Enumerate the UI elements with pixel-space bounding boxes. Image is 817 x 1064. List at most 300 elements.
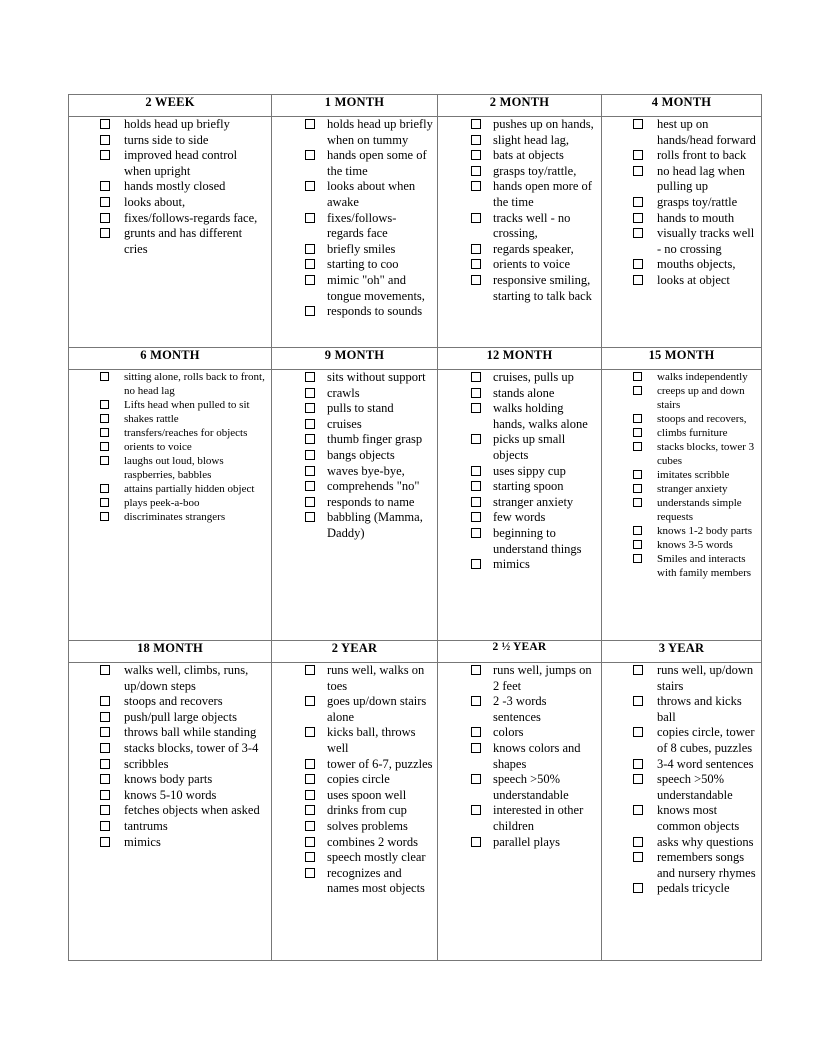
checkbox[interactable] <box>305 306 315 316</box>
milestone-label: visually tracks well - no crossing <box>657 226 755 256</box>
checkbox[interactable] <box>100 150 110 160</box>
age-header: 9 MONTH <box>272 348 438 370</box>
checkbox[interactable] <box>100 512 109 521</box>
checkbox[interactable] <box>633 498 642 507</box>
checkbox[interactable] <box>100 213 110 223</box>
milestone-item <box>602 426 757 440</box>
milestone-label: rolls front to back <box>657 148 747 163</box>
checkbox[interactable] <box>633 119 643 129</box>
milestone-label: slight head lag, <box>493 132 570 147</box>
milestone-item <box>69 211 267 227</box>
checkbox[interactable] <box>305 837 315 847</box>
checkbox[interactable] <box>471 259 481 269</box>
milestone-cell <box>602 117 762 348</box>
checkbox[interactable] <box>100 665 110 675</box>
milestone-label: hands mostly closed <box>124 179 226 194</box>
checkbox[interactable] <box>305 821 315 831</box>
age-header: 12 MONTH <box>438 348 602 370</box>
checkbox[interactable] <box>305 868 315 878</box>
milestone-item <box>272 850 433 866</box>
checkbox[interactable] <box>100 228 110 238</box>
milestone-label: knows 3-5 words <box>657 539 733 551</box>
milestone-item <box>602 835 757 851</box>
checkbox[interactable] <box>633 275 643 285</box>
milestone-list <box>602 117 761 289</box>
checkbox[interactable] <box>100 837 110 847</box>
checkbox[interactable] <box>305 727 315 737</box>
milestone-label: drinks from cup <box>327 803 407 818</box>
milestone-label: climbs furniture <box>657 427 728 439</box>
milestone-label: tower of 6-7, puzzles <box>327 756 433 771</box>
milestone-item <box>272 510 433 541</box>
checkbox[interactable] <box>471 727 481 737</box>
milestone-item <box>272 495 433 511</box>
milestone-item <box>272 803 433 819</box>
checkbox[interactable] <box>471 213 481 223</box>
milestone-label: remembers songs and nursery rhymes <box>657 850 756 880</box>
milestone-label: cruises <box>327 416 362 431</box>
milestone-cell <box>602 663 762 961</box>
milestone-item <box>69 482 267 496</box>
checkbox[interactable] <box>305 759 315 769</box>
milestone-label: hest up on hands/head forward <box>657 117 756 147</box>
milestone-label: attains partially hidden object <box>124 483 255 495</box>
milestone-cell <box>272 117 438 348</box>
checkbox[interactable] <box>471 743 481 753</box>
milestone-item <box>272 819 433 835</box>
milestone-list <box>438 370 601 573</box>
milestone-item <box>272 479 433 495</box>
checkbox[interactable] <box>471 388 481 398</box>
checkbox[interactable] <box>633 428 642 437</box>
milestone-item <box>69 398 267 412</box>
milestone-item <box>69 370 267 398</box>
age-header: 6 MONTH <box>69 348 272 370</box>
milestone-list <box>438 663 601 850</box>
milestone-label: hands to mouth <box>657 210 735 225</box>
checkbox[interactable] <box>100 821 110 831</box>
checkbox[interactable] <box>471 135 481 145</box>
milestone-item <box>438 179 597 210</box>
milestone-label: laughs out loud, blows raspberries, babbles <box>124 455 224 481</box>
milestone-item <box>69 835 267 851</box>
milestone-item <box>602 384 757 412</box>
milestone-item <box>602 164 757 195</box>
checkbox[interactable] <box>471 275 481 285</box>
milestone-item <box>272 148 433 179</box>
milestone-item <box>602 370 757 384</box>
checkbox[interactable] <box>100 119 110 129</box>
checkbox[interactable] <box>305 213 315 223</box>
checkbox[interactable] <box>305 774 315 784</box>
milestone-label: mimic "oh" and tongue movements, <box>327 272 425 303</box>
milestone-label: orients to voice <box>124 441 192 453</box>
milestone-cell <box>438 370 602 641</box>
milestone-item <box>438 741 597 772</box>
milestone-item <box>602 226 757 257</box>
milestone-item <box>69 788 267 804</box>
checkbox[interactable] <box>633 484 642 493</box>
checkbox[interactable] <box>100 696 110 706</box>
milestone-label: picks up small objects <box>493 432 566 462</box>
checkbox[interactable] <box>633 727 643 737</box>
milestone-item <box>438 257 597 273</box>
checkbox[interactable] <box>633 166 643 176</box>
milestone-label: solves problems <box>327 818 408 833</box>
checkbox[interactable] <box>471 497 481 507</box>
milestone-label: scribbles <box>124 756 169 771</box>
checkbox[interactable] <box>471 181 481 191</box>
milestone-item <box>69 663 267 694</box>
milestone-label: imitates scribble <box>657 469 730 481</box>
checkbox[interactable] <box>100 743 110 753</box>
checkbox[interactable] <box>633 470 642 479</box>
milestone-item <box>602 273 757 289</box>
checkbox[interactable] <box>633 213 643 223</box>
milestone-label: fixes/follows-regards face <box>327 210 397 241</box>
items-row <box>69 663 762 961</box>
milestone-cell <box>272 370 438 641</box>
milestone-item <box>438 370 597 386</box>
milestone-item <box>69 179 267 195</box>
checkbox[interactable] <box>633 150 643 160</box>
checkbox[interactable] <box>305 244 315 254</box>
milestone-item <box>602 412 757 426</box>
milestone-list <box>272 117 437 320</box>
milestone-label: mimics <box>493 557 530 572</box>
checkbox[interactable] <box>633 883 643 893</box>
checkbox[interactable] <box>633 805 643 815</box>
milestone-item <box>69 819 267 835</box>
milestone-item <box>438 694 597 725</box>
milestone-item <box>602 148 757 164</box>
milestone-label: knows colors and shapes <box>493 740 581 771</box>
milestone-label: transfers/reaches for objects <box>124 427 248 439</box>
checkbox[interactable] <box>305 388 315 398</box>
checkbox[interactable] <box>471 512 481 522</box>
checkbox[interactable] <box>305 119 315 129</box>
milestone-label: tracks well - no crossing, <box>493 210 571 241</box>
milestone-label: knows 5-10 words <box>124 787 217 802</box>
header-row <box>69 348 762 370</box>
checkbox[interactable] <box>305 403 315 413</box>
milestone-label: cruises, pulls up <box>493 370 574 384</box>
milestone-label: mimics <box>124 834 161 849</box>
milestone-label: sits without support <box>327 370 426 384</box>
checkbox[interactable] <box>305 372 315 382</box>
milestone-label: kicks ball, throws well <box>327 725 416 755</box>
milestone-item <box>69 510 267 524</box>
checkbox[interactable] <box>633 372 642 381</box>
checkbox[interactable] <box>471 774 481 784</box>
checkbox[interactable] <box>633 774 643 784</box>
checkbox[interactable] <box>633 414 642 423</box>
checkbox[interactable] <box>471 559 481 569</box>
checkbox[interactable] <box>305 150 315 160</box>
checkbox[interactable] <box>305 665 315 675</box>
checkbox[interactable] <box>633 228 643 238</box>
checkbox[interactable] <box>100 790 110 800</box>
milestone-label: fixes/follows-regards face, <box>124 210 258 225</box>
milestone-label: sitting alone, rolls back to front, no head lag <box>124 371 265 397</box>
checkbox[interactable] <box>100 428 109 437</box>
milestone-label: walks well, climbs, runs, up/down steps <box>124 663 249 693</box>
milestone-item <box>272 257 433 273</box>
milestone-item <box>438 526 597 557</box>
milestone-item <box>69 803 267 819</box>
milestone-item <box>602 757 757 773</box>
milestone-item <box>602 440 757 468</box>
milestone-item <box>602 850 757 881</box>
milestone-item <box>272 417 433 433</box>
milestone-item <box>69 454 267 482</box>
milestone-label: waves bye-bye, <box>327 463 405 478</box>
checkbox[interactable] <box>471 403 481 413</box>
age-header: 3 YEAR <box>602 641 762 663</box>
milestone-label: stacks blocks, tower of 3-4 <box>124 740 259 755</box>
milestone-label: stranger anxiety <box>493 494 574 509</box>
milestone-label: holds head up briefly <box>124 117 230 131</box>
checkbox[interactable] <box>633 526 642 535</box>
milestone-item <box>272 179 433 210</box>
checkbox[interactable] <box>471 166 481 176</box>
checkbox[interactable] <box>100 727 110 737</box>
milestone-label: bats at objects <box>493 148 564 163</box>
checkbox[interactable] <box>633 442 642 451</box>
milestone-label: 3-4 word sentences <box>657 756 754 771</box>
milestone-item <box>272 211 433 242</box>
checkbox[interactable] <box>471 466 481 476</box>
checkbox[interactable] <box>633 665 643 675</box>
milestone-item <box>272 401 433 417</box>
milestone-item <box>602 725 757 756</box>
milestone-label: understands simple requests <box>657 497 742 523</box>
milestone-item <box>602 117 757 148</box>
checkbox[interactable] <box>305 181 315 191</box>
milestone-item <box>272 386 433 402</box>
checkbox[interactable] <box>100 759 110 769</box>
milestone-item <box>438 772 597 803</box>
checkbox[interactable] <box>471 150 481 160</box>
milestone-label: fetches objects when asked <box>124 803 260 818</box>
age-header: 4 MONTH <box>602 95 762 117</box>
checkbox[interactable] <box>633 197 643 207</box>
milestone-label: turns side to side <box>124 132 209 147</box>
milestone-item <box>602 195 757 211</box>
milestone-label: copies circle, tower of 8 cubes, puzzles <box>657 725 755 755</box>
checkbox[interactable] <box>305 696 315 706</box>
milestone-label: parallel plays <box>493 834 560 849</box>
milestone-item <box>69 117 267 133</box>
checkbox[interactable] <box>633 554 642 563</box>
items-row <box>69 370 762 641</box>
milestone-item <box>438 495 597 511</box>
checkbox[interactable] <box>100 414 109 423</box>
checkbox[interactable] <box>100 181 110 191</box>
milestone-item <box>69 772 267 788</box>
checkbox[interactable] <box>305 259 315 269</box>
checkbox[interactable] <box>100 442 109 451</box>
checkbox[interactable] <box>100 197 110 207</box>
checkbox[interactable] <box>471 481 481 491</box>
milestone-item <box>69 226 267 257</box>
milestone-label: starting to coo <box>327 257 399 272</box>
checkbox[interactable] <box>471 528 481 538</box>
milestone-label: orients to voice <box>493 257 571 272</box>
checkbox[interactable] <box>305 790 315 800</box>
milestone-list <box>602 370 761 580</box>
milestone-label: throws ball while standing <box>124 725 257 740</box>
milestone-item <box>272 117 433 148</box>
milestone-item <box>272 725 433 756</box>
milestone-item <box>69 741 267 757</box>
milestone-label: uses spoon well <box>327 787 407 802</box>
checkbox[interactable] <box>471 696 481 706</box>
milestone-item <box>69 757 267 773</box>
checkbox[interactable] <box>100 372 109 381</box>
checkbox[interactable] <box>471 805 481 815</box>
milestone-label: interested in other children <box>493 803 584 833</box>
checkbox[interactable] <box>305 466 315 476</box>
milestone-cell <box>69 117 272 348</box>
checkbox[interactable] <box>305 852 315 862</box>
milestone-label: Smiles and interacts with family members <box>657 553 752 579</box>
milestone-label: grunts and has different cries <box>124 226 243 256</box>
milestone-item <box>272 370 433 386</box>
milestone-label: shakes rattle <box>124 413 179 425</box>
milestone-label: responds to sounds <box>327 304 423 319</box>
milestone-label: pedals tricycle <box>657 881 730 896</box>
checkbox[interactable] <box>633 259 643 269</box>
milestone-item <box>69 133 267 149</box>
milestone-cell <box>69 370 272 641</box>
milestone-label: discriminates strangers <box>124 511 226 523</box>
checkbox[interactable] <box>100 498 109 507</box>
age-header: 15 MONTH <box>602 348 762 370</box>
checkbox[interactable] <box>305 434 315 444</box>
milestone-label: stoops and recovers <box>124 694 223 709</box>
checkbox[interactable] <box>633 759 643 769</box>
milestone-item <box>272 304 433 320</box>
checkbox[interactable] <box>100 135 110 145</box>
milestone-label: bangs objects <box>327 447 395 462</box>
checkbox[interactable] <box>633 837 643 847</box>
milestone-label: speech mostly clear <box>327 850 426 865</box>
milestone-list <box>69 117 271 257</box>
milestone-label: goes up/down stairs alone <box>327 694 427 724</box>
milestone-label: stands alone <box>493 385 555 400</box>
milestone-item <box>602 772 757 803</box>
checkbox[interactable] <box>471 372 481 382</box>
checkbox[interactable] <box>633 696 643 706</box>
checkbox[interactable] <box>100 484 109 493</box>
checkbox[interactable] <box>471 119 481 129</box>
milestone-item <box>272 788 433 804</box>
milestone-label: looks about, <box>124 194 186 209</box>
milestone-label: pushes up on hands, <box>493 117 594 131</box>
checkbox[interactable] <box>305 805 315 815</box>
milestone-item <box>438 803 597 834</box>
checkbox[interactable] <box>471 434 481 444</box>
checkbox[interactable] <box>305 512 315 522</box>
milestone-label: throws and kicks ball <box>657 694 742 724</box>
milestone-item <box>272 663 433 694</box>
milestone-label: knows body parts <box>124 772 213 787</box>
checkbox[interactable] <box>305 497 315 507</box>
checkbox[interactable] <box>305 419 315 429</box>
milestone-item <box>438 479 597 495</box>
checkbox[interactable] <box>100 456 109 465</box>
checkbox[interactable] <box>305 275 315 285</box>
milestone-label: stranger anxiety <box>657 483 728 495</box>
milestone-item <box>69 725 267 741</box>
items-row <box>69 117 762 348</box>
checkbox[interactable] <box>633 540 642 549</box>
age-header: 2 MONTH <box>438 95 602 117</box>
milestone-item <box>69 148 267 179</box>
milestone-cell <box>438 117 602 348</box>
milestone-label: improved head control when upright <box>124 148 238 178</box>
checkbox[interactable] <box>100 805 110 815</box>
checkbox[interactable] <box>471 665 481 675</box>
milestone-label: recognizes and names most objects <box>327 865 425 896</box>
milestone-item <box>438 835 597 851</box>
milestone-label: babbling (Mamma, Daddy) <box>327 510 423 540</box>
checkbox[interactable] <box>633 386 642 395</box>
milestone-label: speech >50% understandable <box>493 772 569 802</box>
milestone-item <box>272 694 433 725</box>
milestone-label: runs well, up/down stairs <box>657 663 754 693</box>
checkbox[interactable] <box>633 852 643 862</box>
checkbox[interactable] <box>100 712 110 722</box>
milestone-label: Lifts head when pulled to sit <box>124 399 250 411</box>
checkbox[interactable] <box>305 450 315 460</box>
milestone-item <box>438 117 597 133</box>
milestone-label: knows most common objects <box>657 803 740 833</box>
milestone-label: uses sippy cup <box>493 463 566 478</box>
checkbox[interactable] <box>100 400 109 409</box>
milestone-label: stoops and recovers, <box>657 413 747 425</box>
milestone-item <box>602 881 757 897</box>
milestone-item <box>272 866 433 897</box>
milestones-table-body <box>69 95 762 961</box>
milestone-label: grasps toy/rattle <box>657 194 738 209</box>
milestone-label: walks independently <box>657 371 748 383</box>
header-row <box>69 95 762 117</box>
milestone-label: asks why questions <box>657 834 754 849</box>
checkbox[interactable] <box>471 837 481 847</box>
milestone-label: mouths objects, <box>657 257 736 272</box>
checkbox[interactable] <box>471 244 481 254</box>
milestone-label: copies circle <box>327 772 390 787</box>
header-row <box>69 641 762 663</box>
milestone-cell <box>69 663 272 961</box>
checkbox[interactable] <box>305 481 315 491</box>
age-header: 2 ½ YEAR <box>438 641 602 663</box>
milestone-item <box>602 694 757 725</box>
milestone-item <box>438 211 597 242</box>
milestone-label: responsive smiling, starting to talk back <box>493 272 592 303</box>
milestone-list <box>272 663 437 897</box>
milestone-item <box>272 432 433 448</box>
checkbox[interactable] <box>100 774 110 784</box>
milestone-label: comprehends "no" <box>327 479 420 494</box>
milestone-item <box>438 242 597 258</box>
milestone-list <box>602 663 761 897</box>
milestone-label: tantrums <box>124 818 168 833</box>
milestone-item <box>69 710 267 726</box>
milestone-item <box>438 557 597 573</box>
